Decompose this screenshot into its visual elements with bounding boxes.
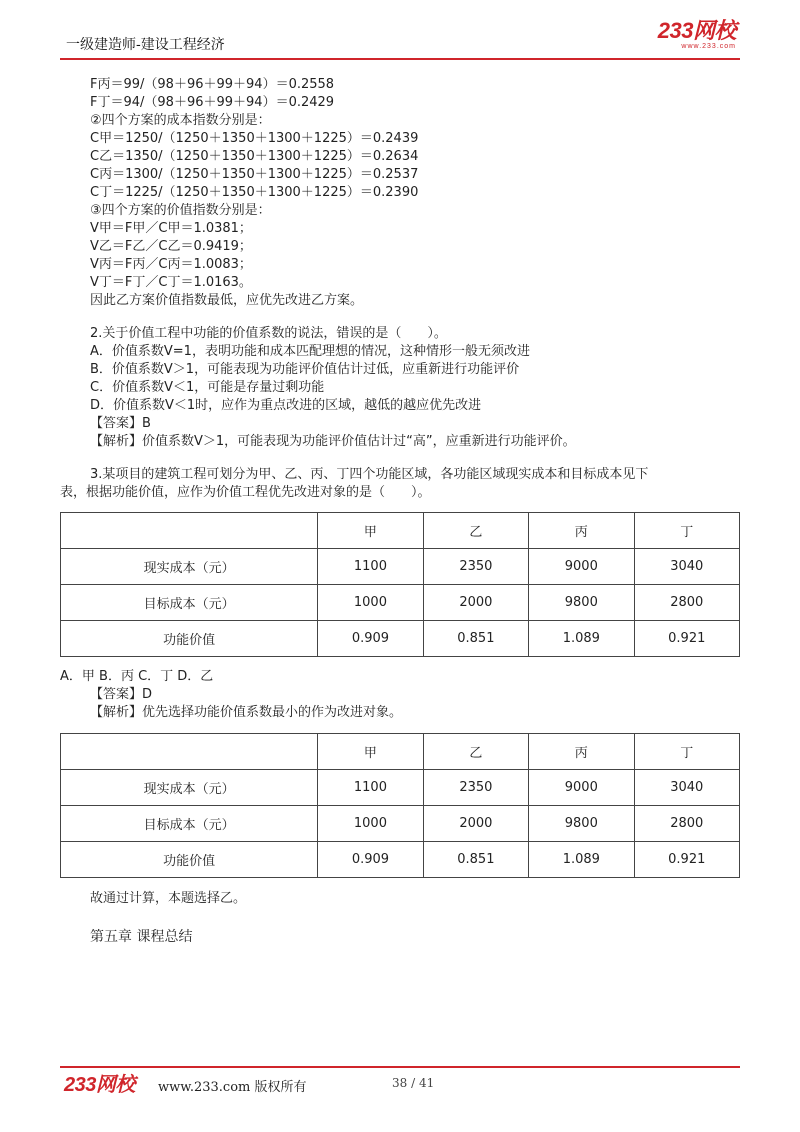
table-cell: 1.089 xyxy=(529,621,634,657)
table-cell: 2000 xyxy=(423,806,528,842)
table-cell: 目标成本（元） xyxy=(61,585,318,621)
logo-text: 233网校 xyxy=(657,18,736,43)
table-cell: 现实成本（元） xyxy=(61,549,318,585)
document-title: 一级建造师-建设工程经济 xyxy=(66,37,225,53)
table-row xyxy=(61,549,740,585)
calc-line: F丙＝99/（98＋96＋99＋94）＝0.2558 xyxy=(90,77,335,92)
table-cell: 2000 xyxy=(423,585,528,621)
table-cell: 目标成本（元） xyxy=(61,806,318,842)
table-cell: 0.909 xyxy=(318,842,423,878)
table-cell: 2350 xyxy=(423,549,528,585)
calc-line: V丙＝F丙／C丙＝1.0083； xyxy=(90,257,252,272)
copyright-text: www.233.com 版权所有 xyxy=(158,1080,307,1095)
table-row xyxy=(61,842,740,878)
table-cell: 1.089 xyxy=(529,842,634,878)
table-row xyxy=(61,621,740,657)
table-cell: 1100 xyxy=(318,770,423,806)
option-b: B．价值系数V＞1，可能表现为功能评价值估计过低，应重新进行功能评价 xyxy=(90,362,520,377)
conclusion: 故通过计算，本题选择乙。 xyxy=(90,891,247,906)
calc-line: V乙＝F乙／C乙＝0.9419； xyxy=(90,239,252,254)
header-cell: 甲 xyxy=(318,513,423,549)
header-cell: 丁 xyxy=(634,513,739,549)
question-stem-line-1: 3.某项目的建筑工程可划分为甲、乙、丙、丁四个功能区域，各功能区域现实成本和目标成本见下 xyxy=(90,467,649,482)
table-cell: 2800 xyxy=(634,806,739,842)
page-header xyxy=(60,0,740,60)
option-a: A．价值系数V=1，表明功能和成本匹配理想的情况，这种情形一般无须改进 xyxy=(90,344,530,359)
chapter-heading: 第五章 课程总结 xyxy=(90,929,193,945)
header-cell xyxy=(61,513,318,549)
cost-table-1 xyxy=(60,512,740,657)
header-cell: 甲 xyxy=(318,734,423,770)
table-row xyxy=(61,585,740,621)
calc-line: C乙＝1350/（1250＋1350＋1300＋1225）＝0.2634 xyxy=(90,149,419,164)
calc-line: C甲＝1250/（1250＋1350＋1300＋1225）＝0.2439 xyxy=(90,131,419,146)
table-cell: 9800 xyxy=(529,585,634,621)
brand-logo xyxy=(658,20,736,50)
page-number: 38 / 41 xyxy=(392,1076,435,1090)
footer-logo: 233网校 xyxy=(64,1074,135,1096)
question-2 xyxy=(90,325,740,451)
calc-line: V丁＝F丁／C丁＝1.0163。 xyxy=(90,275,252,290)
table-cell: 3040 xyxy=(634,549,739,585)
table-cell: 2800 xyxy=(634,585,739,621)
table-cell: 功能价值 xyxy=(61,842,318,878)
calc-line: ③四个方案的价值指数分别是： xyxy=(90,203,271,218)
page-footer xyxy=(60,1066,740,1106)
calc-line: C丙＝1300/（1250＋1350＋1300＋1225）＝0.2537 xyxy=(90,167,419,182)
header-cell: 乙 xyxy=(423,513,528,549)
table-cell: 0.851 xyxy=(423,842,528,878)
table-header-row xyxy=(61,734,740,770)
calc-line: 因此乙方案价值指数最低，应优先改进乙方案。 xyxy=(90,293,364,308)
cost-table-2 xyxy=(60,733,740,878)
table-row xyxy=(61,806,740,842)
options-line: A．甲 B．丙 C．丁 D．乙 xyxy=(60,669,214,684)
table-cell: 1000 xyxy=(318,806,423,842)
table-cell: 0.921 xyxy=(634,621,739,657)
header-cell: 乙 xyxy=(423,734,528,770)
analysis: 【解析】价值系数V＞1，可能表现为功能评价值估计过“高”，应重新进行功能评价。 xyxy=(90,434,576,449)
logo-subtext: www.233.com xyxy=(681,43,736,50)
answer: 【答案】B xyxy=(90,416,151,431)
header-cell: 丁 xyxy=(634,734,739,770)
option-c: C．价值系数V＜1，可能是存量过剩功能 xyxy=(90,380,325,395)
table-row xyxy=(61,770,740,806)
table-cell: 0.851 xyxy=(423,621,528,657)
calc-line: C丁＝1225/（1250＋1350＋1300＋1225）＝0.2390 xyxy=(90,185,419,200)
table-cell: 1000 xyxy=(318,585,423,621)
header-divider xyxy=(60,58,740,60)
table-cell: 9800 xyxy=(529,806,634,842)
table-cell: 0.909 xyxy=(318,621,423,657)
table-cell: 0.921 xyxy=(634,842,739,878)
table-cell: 功能价值 xyxy=(61,621,318,657)
calc-line: F丁＝94/（98＋96＋99＋94）＝0.2429 xyxy=(90,95,335,110)
calc-line: ②四个方案的成本指数分别是： xyxy=(90,113,271,128)
table-cell: 9000 xyxy=(529,549,634,585)
question-3-answer-block xyxy=(60,668,403,722)
main-content xyxy=(60,76,740,502)
header-cell: 丙 xyxy=(529,513,634,549)
footer-divider xyxy=(60,1066,740,1068)
answer: 【答案】D xyxy=(90,687,153,702)
table-header-row xyxy=(61,513,740,549)
question-stem-line-2: 表，根据功能价值，应作为价值工程优先改进对象的是（ ）。 xyxy=(60,485,431,500)
header-cell: 丙 xyxy=(529,734,634,770)
question-3 xyxy=(60,466,740,502)
analysis: 【解析】优先选择功能价值系数最小的作为改进对象。 xyxy=(90,705,403,720)
table-cell: 2350 xyxy=(423,770,528,806)
calculation-block xyxy=(90,76,740,310)
table-cell: 1100 xyxy=(318,549,423,585)
calc-line: V甲＝F甲／C甲＝1.0381； xyxy=(90,221,252,236)
option-d: D．价值系数V＜1时，应作为重点改进的区域，越低的越应优先改进 xyxy=(90,398,482,413)
table-cell: 9000 xyxy=(529,770,634,806)
table-cell: 3040 xyxy=(634,770,739,806)
table-cell: 现实成本（元） xyxy=(61,770,318,806)
question-stem: 2.关于价值工程中功能的价值系数的说法，错误的是（ ）。 xyxy=(90,326,447,341)
header-cell xyxy=(61,734,318,770)
